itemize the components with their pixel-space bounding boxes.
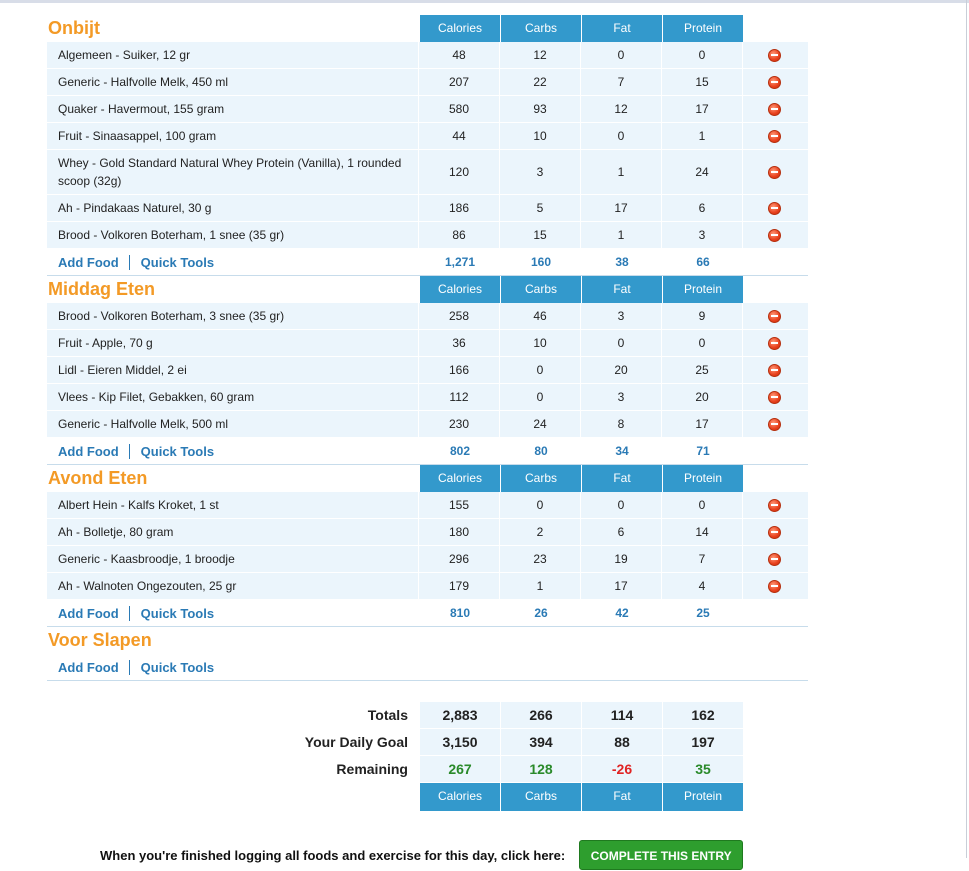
remove-circle-icon[interactable] (768, 364, 781, 377)
food-name[interactable]: Brood - Volkoren Boterham, 1 snee (35 gr) (47, 222, 419, 248)
food-fat: 0 (581, 123, 662, 149)
meal-header (47, 15, 808, 42)
meal-section (47, 276, 808, 465)
meal-title: Voor Slapen (48, 630, 152, 650)
delete-cell (743, 195, 806, 221)
meal-header (47, 465, 808, 492)
meal-total-calories: 810 (449, 606, 471, 620)
food-calories: 120 (419, 150, 500, 194)
food-carbs: 10 (500, 330, 581, 356)
food-protein: 3 (662, 222, 743, 248)
food-fat: 20 (581, 357, 662, 383)
food-fat: 7 (581, 69, 662, 95)
footer-column-headers (47, 783, 744, 811)
summary-label: Your Daily Goal (304, 734, 408, 750)
meal-total-fat: 34 (615, 444, 629, 458)
delete-cell (743, 150, 806, 194)
footer-header-protein: Protein (663, 783, 743, 811)
column-header-protein: Protein (663, 465, 743, 492)
quick-tools-link[interactable]: Quick Tools (140, 605, 215, 621)
food-name[interactable]: Lidl - Eieren Middel, 2 ei (47, 357, 419, 383)
food-name[interactable]: Generic - Kaasbroodje, 1 broodje (47, 546, 419, 572)
summary-row (47, 729, 744, 755)
column-header-fat: Fat (582, 465, 662, 492)
meal-totals-row (47, 654, 808, 681)
column-header-calories: Calories (420, 465, 500, 492)
summary-fat: 88 (582, 729, 662, 755)
food-row (47, 519, 808, 546)
remove-circle-icon[interactable] (768, 76, 781, 89)
meal-title: Middag Eten (48, 279, 155, 299)
remove-circle-icon[interactable] (768, 499, 781, 512)
food-calories: 258 (419, 303, 500, 329)
food-carbs: 23 (500, 546, 581, 572)
summary-carbs: 394 (501, 729, 581, 755)
food-diary (47, 15, 808, 681)
food-calories: 580 (419, 96, 500, 122)
delete-cell (743, 96, 806, 122)
delete-cell (743, 69, 806, 95)
meal-title: Avond Eten (48, 468, 148, 488)
food-name[interactable]: Brood - Volkoren Boterham, 3 snee (35 gr) (47, 303, 419, 329)
food-carbs: 1 (500, 573, 581, 599)
food-fat: 3 (581, 303, 662, 329)
summary-protein: 35 (663, 756, 743, 782)
food-calories: 230 (419, 411, 500, 437)
remove-circle-icon[interactable] (768, 337, 781, 350)
delete-cell (743, 384, 806, 410)
delete-cell (743, 519, 806, 545)
meal-totals-row (47, 600, 808, 627)
add-food-link[interactable]: Add Food (58, 254, 119, 270)
food-fat: 3 (581, 384, 662, 410)
add-food-link[interactable]: Add Food (58, 443, 119, 459)
food-protein: 15 (662, 69, 743, 95)
link-separator (129, 255, 130, 270)
food-protein: 1 (662, 123, 743, 149)
food-fat: 12 (581, 96, 662, 122)
meal-links (47, 600, 420, 626)
delete-cell (743, 303, 806, 329)
summary-label: Totals (367, 707, 408, 723)
food-calories: 48 (419, 42, 500, 68)
food-row (47, 150, 808, 195)
summary-calories: 2,883 (420, 702, 500, 728)
meal-section (47, 15, 808, 276)
footer-header-carbs: Carbs (501, 783, 581, 811)
remove-circle-icon[interactable] (768, 526, 781, 539)
food-name[interactable]: Fruit - Apple, 70 g (47, 330, 419, 356)
food-fat: 1 (581, 150, 662, 194)
summary-fat: -26 (582, 756, 662, 782)
meal-total-fat: 38 (615, 255, 629, 269)
food-carbs: 2 (500, 519, 581, 545)
food-calories: 86 (419, 222, 500, 248)
meal-total-carbs: 160 (530, 255, 552, 269)
food-name[interactable]: Generic - Halfvolle Melk, 450 ml (47, 69, 419, 95)
summary-carbs: 128 (501, 756, 581, 782)
meal-total-protein: 66 (696, 255, 710, 269)
meal-total-protein: 71 (696, 444, 710, 458)
summary-protein: 162 (663, 702, 743, 728)
remove-circle-icon[interactable] (768, 49, 781, 62)
summary-protein: 197 (663, 729, 743, 755)
food-name[interactable]: Ah - Bolletje, 80 gram (47, 519, 419, 545)
meal-totals-row (47, 249, 808, 276)
summary-calories: 3,150 (420, 729, 500, 755)
food-name[interactable]: Fruit - Sinaasappel, 100 gram (47, 123, 419, 149)
column-header-fat: Fat (582, 15, 662, 42)
complete-entry-button[interactable]: COMPLETE THIS ENTRY (579, 840, 743, 870)
food-row (47, 69, 808, 96)
add-food-link[interactable]: Add Food (58, 605, 119, 621)
food-protein: 24 (662, 150, 743, 194)
food-name[interactable]: Whey - Gold Standard Natural Whey Protein (Vanilla), 1 rounded scoop (32g) (47, 150, 419, 194)
food-fat: 0 (581, 492, 662, 518)
food-row (47, 96, 808, 123)
food-carbs: 12 (500, 42, 581, 68)
complete-entry-bar (100, 840, 743, 870)
remove-circle-icon[interactable] (768, 202, 781, 215)
summary-carbs: 266 (501, 702, 581, 728)
food-carbs: 46 (500, 303, 581, 329)
delete-cell (743, 123, 806, 149)
delete-cell (743, 411, 806, 437)
quick-tools-link[interactable]: Quick Tools (140, 443, 215, 459)
food-row (47, 123, 808, 150)
meal-links (47, 654, 420, 680)
food-calories: 36 (419, 330, 500, 356)
food-row (47, 573, 808, 600)
meal-total-carbs: 26 (534, 606, 548, 620)
remove-circle-icon[interactable] (768, 418, 781, 431)
footer-header-fat: Fat (582, 783, 662, 811)
daily-summary (47, 702, 744, 811)
meal-section (47, 627, 808, 681)
food-carbs: 22 (500, 69, 581, 95)
food-row (47, 42, 808, 69)
food-protein: 7 (662, 546, 743, 572)
food-protein: 0 (662, 42, 743, 68)
delete-cell (743, 330, 806, 356)
summary-calories: 267 (420, 756, 500, 782)
food-name[interactable]: Ah - Pindakaas Naturel, 30 g (47, 195, 419, 221)
delete-cell (743, 357, 806, 383)
food-name[interactable]: Albert Hein - Kalfs Kroket, 1 st (47, 492, 419, 518)
column-header-calories: Calories (420, 276, 500, 303)
right-border (966, 0, 967, 858)
column-header-calories: Calories (420, 15, 500, 42)
food-fat: 17 (581, 573, 662, 599)
column-header-fat: Fat (582, 276, 662, 303)
food-fat: 1 (581, 222, 662, 248)
meal-total-carbs: 80 (534, 444, 548, 458)
column-header-carbs: Carbs (501, 15, 581, 42)
column-header-protein: Protein (663, 15, 743, 42)
food-carbs: 0 (500, 384, 581, 410)
food-protein: 25 (662, 357, 743, 383)
delete-cell (743, 573, 806, 599)
remove-circle-icon[interactable] (768, 229, 781, 242)
meal-links (47, 438, 420, 464)
food-carbs: 93 (500, 96, 581, 122)
food-row (47, 222, 808, 249)
meal-total-fat: 42 (615, 606, 629, 620)
food-calories: 207 (419, 69, 500, 95)
footer-header-calories: Calories (420, 783, 500, 811)
food-calories: 180 (419, 519, 500, 545)
food-row (47, 411, 808, 438)
food-fat: 19 (581, 546, 662, 572)
remove-circle-icon[interactable] (768, 103, 781, 116)
meal-links (47, 249, 420, 275)
food-protein: 17 (662, 96, 743, 122)
food-name[interactable]: Ah - Walnoten Ongezouten, 25 gr (47, 573, 419, 599)
food-calories: 112 (419, 384, 500, 410)
food-fat: 0 (581, 330, 662, 356)
food-calories: 296 (419, 546, 500, 572)
remove-circle-icon[interactable] (768, 580, 781, 593)
food-carbs: 10 (500, 123, 581, 149)
remove-circle-icon[interactable] (768, 310, 781, 323)
food-fat: 0 (581, 42, 662, 68)
food-row (47, 546, 808, 573)
column-header-carbs: Carbs (501, 276, 581, 303)
food-protein: 0 (662, 492, 743, 518)
food-name[interactable]: Vlees - Kip Filet, Gebakken, 60 gram (47, 384, 419, 410)
food-name[interactable]: Quaker - Havermout, 155 gram (47, 96, 419, 122)
top-border (0, 0, 969, 3)
summary-row (47, 702, 744, 728)
food-protein: 20 (662, 384, 743, 410)
food-protein: 9 (662, 303, 743, 329)
link-separator (129, 606, 130, 621)
quick-tools-link[interactable]: Quick Tools (140, 254, 215, 270)
food-row (47, 303, 808, 330)
column-header-protein: Protein (663, 276, 743, 303)
remove-circle-icon[interactable] (768, 166, 781, 179)
food-row (47, 357, 808, 384)
food-row (47, 330, 808, 357)
food-name[interactable]: Generic - Halfvolle Melk, 500 ml (47, 411, 419, 437)
add-food-link[interactable]: Add Food (58, 659, 119, 675)
meal-total-calories: 1,271 (444, 255, 476, 269)
food-calories: 155 (419, 492, 500, 518)
food-carbs: 0 (500, 492, 581, 518)
summary-label: Remaining (336, 761, 408, 777)
food-carbs: 3 (500, 150, 581, 194)
delete-cell (743, 42, 806, 68)
meal-totals-row (47, 438, 808, 465)
food-fat: 17 (581, 195, 662, 221)
meal-section (47, 465, 808, 627)
food-row (47, 195, 808, 222)
food-calories: 166 (419, 357, 500, 383)
food-carbs: 0 (500, 357, 581, 383)
food-protein: 17 (662, 411, 743, 437)
food-fat: 8 (581, 411, 662, 437)
food-calories: 179 (419, 573, 500, 599)
food-calories: 186 (419, 195, 500, 221)
food-fat: 6 (581, 519, 662, 545)
link-separator (129, 660, 130, 675)
meal-header (47, 276, 808, 303)
food-protein: 4 (662, 573, 743, 599)
meal-total-calories: 802 (449, 444, 471, 458)
delete-cell (743, 222, 806, 248)
food-name[interactable]: Algemeen - Suiker, 12 gr (47, 42, 419, 68)
food-carbs: 15 (500, 222, 581, 248)
meal-total-protein: 25 (696, 606, 710, 620)
complete-entry-text: When you're finished logging all foods and exercise for this day, click here: (100, 848, 566, 863)
quick-tools-link[interactable]: Quick Tools (140, 659, 215, 675)
meal-header (47, 627, 808, 654)
food-row (47, 384, 808, 411)
food-carbs: 24 (500, 411, 581, 437)
remove-circle-icon[interactable] (768, 130, 781, 143)
delete-cell (743, 492, 806, 518)
footer-spacer (47, 783, 420, 811)
link-separator (129, 444, 130, 459)
food-calories: 44 (419, 123, 500, 149)
delete-cell (743, 546, 806, 572)
remove-circle-icon[interactable] (768, 391, 781, 404)
remove-circle-icon[interactable] (768, 553, 781, 566)
column-header-carbs: Carbs (501, 465, 581, 492)
summary-fat: 114 (582, 702, 662, 728)
food-row (47, 492, 808, 519)
summary-row (47, 756, 744, 782)
food-carbs: 5 (500, 195, 581, 221)
meal-title: Onbijt (48, 18, 100, 38)
food-protein: 14 (662, 519, 743, 545)
food-protein: 0 (662, 330, 743, 356)
food-protein: 6 (662, 195, 743, 221)
